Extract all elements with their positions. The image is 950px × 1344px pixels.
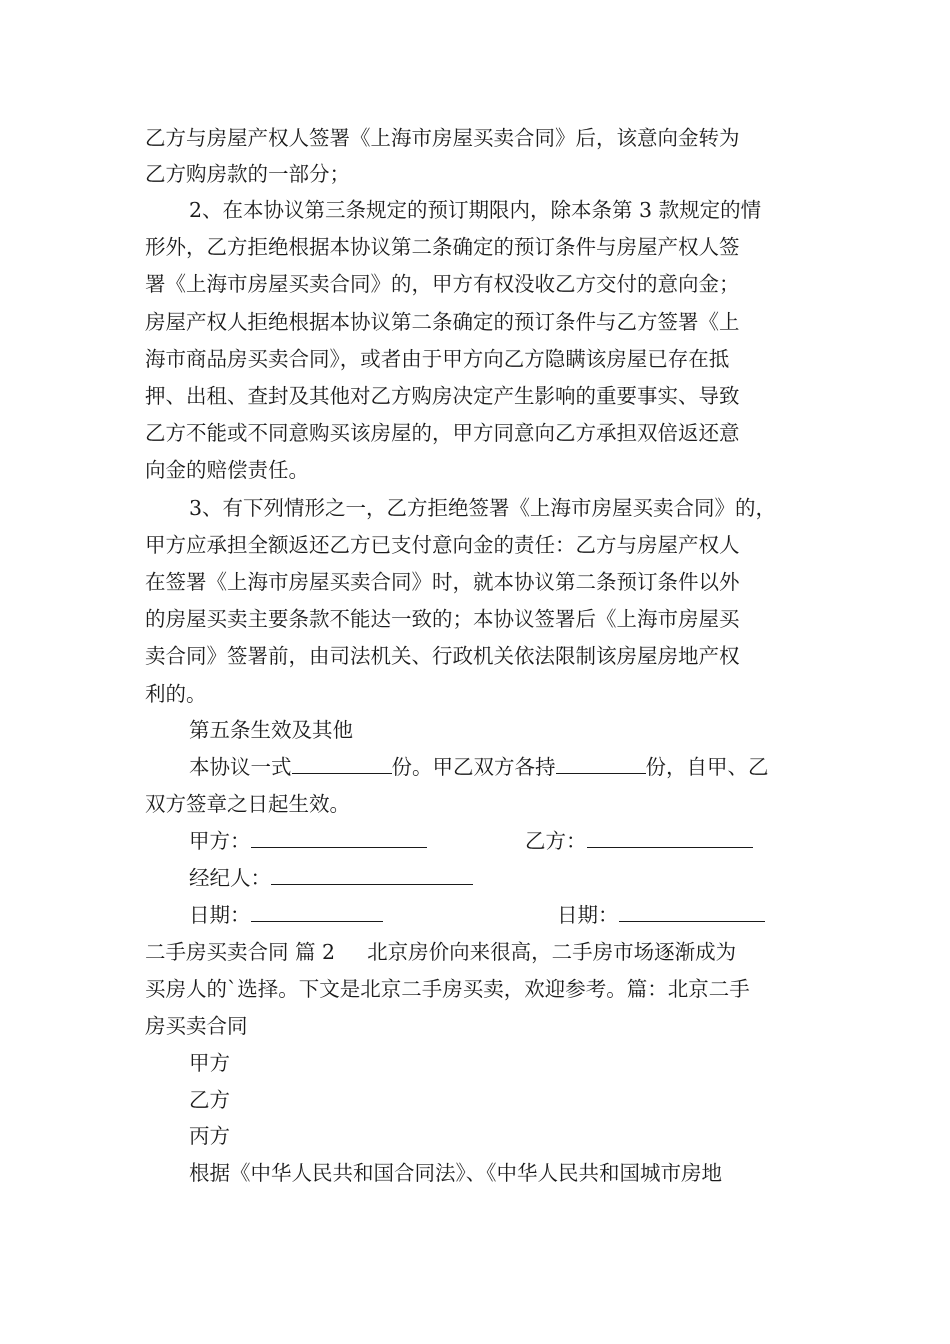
party-c-heading: 丙方 xyxy=(189,1124,230,1148)
copies-each-blank[interactable] xyxy=(556,753,646,774)
agent-blank[interactable] xyxy=(271,864,473,885)
paragraph-line: 房屋产权人拒绝根据本协议第二条确定的预订条件与乙方签署《上 xyxy=(145,310,740,334)
party-b-heading: 乙方 xyxy=(189,1088,230,1112)
paragraph-line: 2、在本协议第三条规定的预订期限内，除本条第 3 款规定的情 xyxy=(189,198,762,222)
copies-line xyxy=(189,749,769,785)
copies-text-3: 份，自甲、乙 xyxy=(645,755,769,779)
party-b-signature xyxy=(525,823,753,859)
date-a-blank[interactable] xyxy=(251,901,383,922)
agent-signature xyxy=(189,860,473,896)
paragraph-line: 在签署《上海市房屋买卖合同》时，就本协议第二条预订条件以外 xyxy=(145,570,740,594)
party-a-blank[interactable] xyxy=(251,827,427,848)
section2-first-line xyxy=(145,934,736,970)
paragraph-line: 乙方不能或不同意购买该房屋的，甲方同意向乙方承担双倍返还意 xyxy=(145,421,740,445)
copies-total-blank[interactable] xyxy=(292,753,392,774)
copies-text-1: 本协议一式 xyxy=(189,755,292,779)
paragraph-line: 向金的赔偿责任。 xyxy=(145,458,309,482)
paragraph-line: 的房屋买卖主要条款不能达一致的；本协议签署后《上海市房屋买 xyxy=(145,607,740,631)
section2-title: 二手房买卖合同 篇 2 xyxy=(145,940,336,964)
paragraph-line: 海市商品房买卖合同》，或者由于甲方向乙方隐瞒该房屋已存在抵 xyxy=(145,347,730,371)
party-a-heading: 甲方 xyxy=(189,1051,230,1075)
date-a-field xyxy=(189,897,383,933)
paragraph-line: 根据《中华人民共和国合同法》、《中华人民共和国城市房地 xyxy=(189,1161,722,1185)
paragraph-line: 形外，乙方拒绝根据本协议第二条确定的预订条件与房屋产权人签 xyxy=(145,235,740,259)
paragraph-line: 甲方应承担全额返还乙方已支付意向金的责任：乙方与房屋产权人 xyxy=(145,533,740,557)
party-b-label: 乙方： xyxy=(525,829,587,853)
paragraph-line: 乙方与房屋产权人签署《上海市房屋买卖合同》后，该意向金转为 xyxy=(145,126,740,150)
paragraph-line: 3、有下列情形之一，乙方拒绝签署《上海市房屋买卖合同》的， xyxy=(189,496,777,520)
section-heading: 第五条生效及其他 xyxy=(189,718,353,742)
agent-label: 经纪人： xyxy=(189,866,271,890)
date-b-blank[interactable] xyxy=(619,901,765,922)
copies-text-2: 份。甲乙双方各持 xyxy=(391,755,556,779)
paragraph-line: 卖合同》签署前，由司法机关、行政机关依法限制该房屋房地产权 xyxy=(145,644,740,668)
paragraph-line: 利的。 xyxy=(145,682,207,706)
date-b-label: 日期： xyxy=(557,903,619,927)
section2-intro: 北京房价向来很高，二手房市场逐渐成为 xyxy=(367,940,737,964)
paragraph-line: 署《上海市房屋买卖合同》的，甲方有权没收乙方交付的意向金； xyxy=(145,272,740,296)
paragraph-line: 买房人的`选择。下文是北京二手房买卖，欢迎参考。篇：北京二手 xyxy=(145,977,750,1001)
paragraph-line: 房买卖合同 xyxy=(145,1014,248,1038)
paragraph-line: 乙方购房款的一部分； xyxy=(145,162,350,186)
copies-line-2: 双方签章之日起生效。 xyxy=(145,792,350,816)
date-b-field xyxy=(557,897,765,933)
date-a-label: 日期： xyxy=(189,903,251,927)
party-a-signature xyxy=(189,823,427,859)
party-a-label: 甲方： xyxy=(189,829,251,853)
paragraph-line: 押、出租、查封及其他对乙方购房决定产生影响的重要事实、导致 xyxy=(145,384,740,408)
party-b-blank[interactable] xyxy=(587,827,753,848)
